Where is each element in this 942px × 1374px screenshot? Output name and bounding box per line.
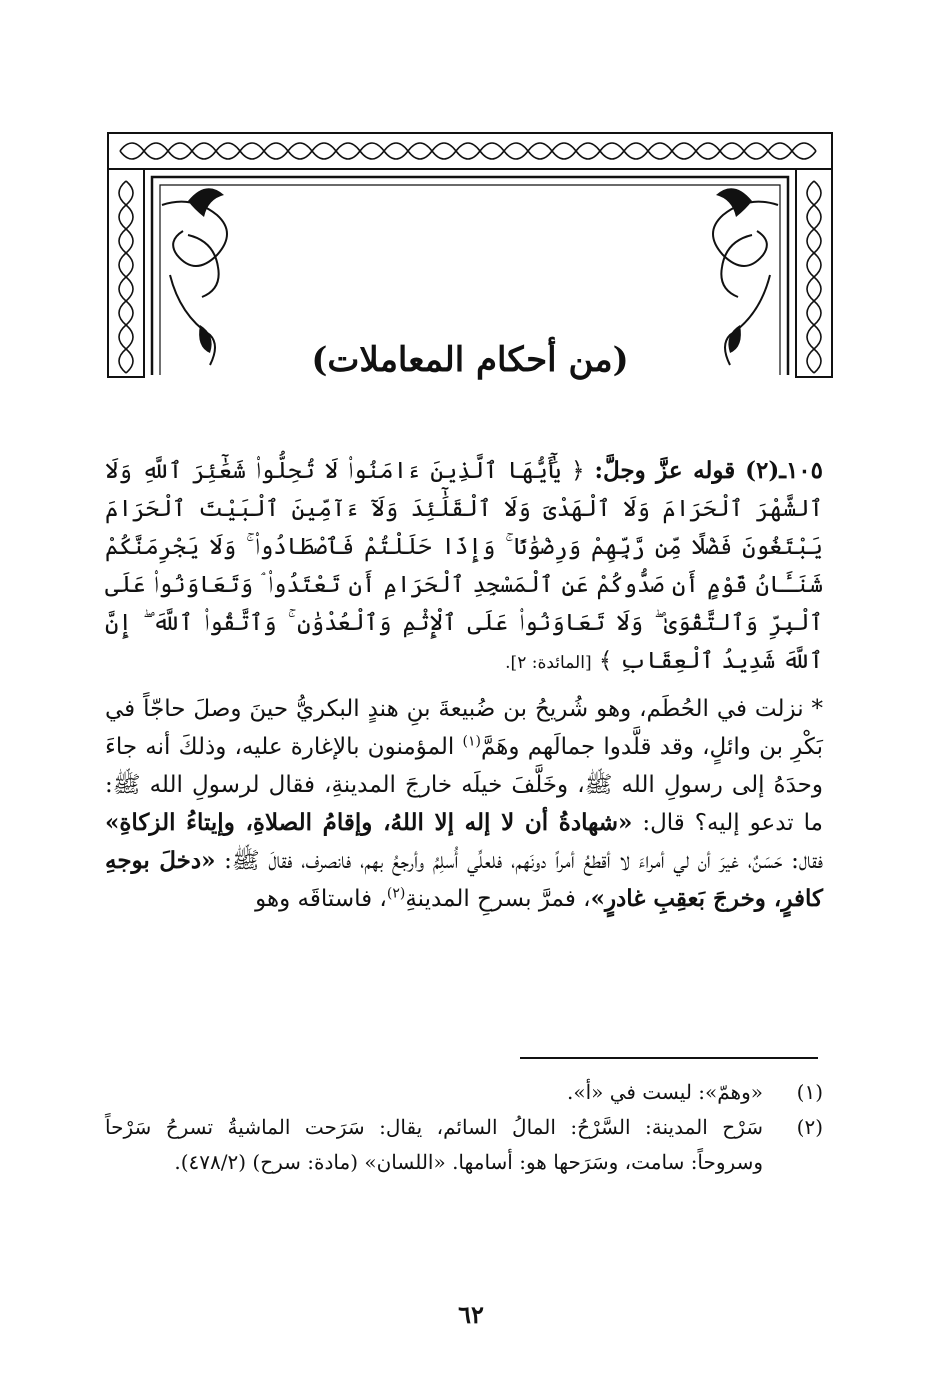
footnote-divider [520, 1057, 818, 1059]
footnote-text: سَرْح المدينة: السَّرْحُ: المالُ السائم، يقال: سَرَحت الماشيةُ تسرحُ سَرْحاً وسروحاً: سامت، وسَرَحها هو: أسامها. «اللسان» (مادة: سرح) (٤٧٨/٢). [105, 1115, 763, 1174]
narration-part-3: فقال: حَسَنٌ، غيرَ أن لي أمراءَ لا أقطعُ أمراً دونَهم، فلعلِّي أُسلِمُ وأرجعُ بهم، فانصرف، فقالَ ﷺ: [215, 848, 824, 874]
footnote-text: «وهمّ»: ليست في «أ». [566, 1080, 763, 1104]
verse-paragraph [105, 452, 823, 682]
hadith-quote-2: «دخلَ بوجهِ كافرٍ، وخرجَ بَعقِبِ غادرٍ» [105, 847, 823, 912]
verse-citation: [المائدة: ٢]. [505, 653, 592, 673]
narration-part-4: ، فمرَّ بسرحِ المدينةِ [405, 886, 591, 912]
entry-number: ١٠٥ـ(٢) [745, 457, 824, 484]
footnotes [105, 1075, 823, 1180]
narration-part-2: المؤمنون بالإغارة عليه، وذلكَ أنه جاءَ وحدَهُ إلى رسولِ الله ﷺ، وخَلَّفَ خيلَه خارجَ المدينةِ، فقال لرسولِ الله ﷺ: ما تدعو إليه؟ قال: [105, 734, 823, 836]
narration-part-1: * نزلت في الحُطَم، وهو شُريحُ بن ضُبيعةَ بنِ هندٍ البكريُّ حينَ وصلَ حاجّاً في بَكْرِ بن وائلٍ، وقد قلَّدوا جمالَهم وهَمَّ [105, 696, 823, 760]
quran-verse: ﴿ يَٰٓأَيُّهَا ٱلَّذِينَ ءَامَنُوا۟ لَا تُحِلُّوا۟ شَعَٰٓئِرَ ٱللَّهِ وَلَا ٱلشَّهْرَ ٱلْحَرَامَ وَلَا ٱلْهَدْىَ وَلَا ٱلْقَلَٰٓئِدَ وَلَآ ءَآمِّينَ ٱلْبَيْتَ ٱلْحَرَامَ يَبْتَغُونَ فَضْلًا مِّن رَّبِّهِمْ وَرِضْوَٰنًا ۚ وَإِذَا حَلَلْتُمْ فَٱصْطَادُوا۟ ۚ وَلَا يَجْرِمَنَّكُمْ شَنَـَٔانُ قَوْمٍ أَن صَدُّوكُمْ عَنِ ٱلْمَسْجِدِ ٱلْحَرَامِ أَن تَعْتَدُوا۟ ۘ وَتَعَاوَنُوا۟ عَلَى ٱلْبِرِّ وَٱلتَّقْوَىٰ ۖ وَلَا تَعَاوَنُوا۟ عَلَى ٱلْإِثْمِ وَٱلْعُدْوَٰنِ ۚ وَٱتَّقُوا۟ ٱللَّهَ ۖ إِنَّ ٱللَّهَ شَدِيدُ ٱلْعِقَابِ ﴾ [105, 458, 823, 674]
narration-paragraph [105, 690, 823, 918]
footnote-ref-2: (٢) [386, 885, 406, 902]
hadith-quote-1: «شهادةُ أن لا إله إلا اللهُ، وإقامُ الصلاةِ، وإيتاءُ الزكاةِ» [105, 809, 633, 836]
footnote-ref-1: (١) [462, 733, 481, 750]
main-text [105, 452, 823, 926]
footnote-number: (٢) [796, 1115, 823, 1139]
footnote-1 [105, 1075, 823, 1110]
footnote-2 [105, 1110, 823, 1180]
footnote-number: (١) [796, 1080, 823, 1104]
entry-intro: قوله عزَّ وجلَّ: [594, 457, 736, 484]
narration-part-5: ، فاستاقَه وهو [255, 886, 387, 912]
chapter-title: (من أحكام المعاملات) [311, 340, 629, 380]
page-number: ٦٢ [458, 1300, 484, 1329]
